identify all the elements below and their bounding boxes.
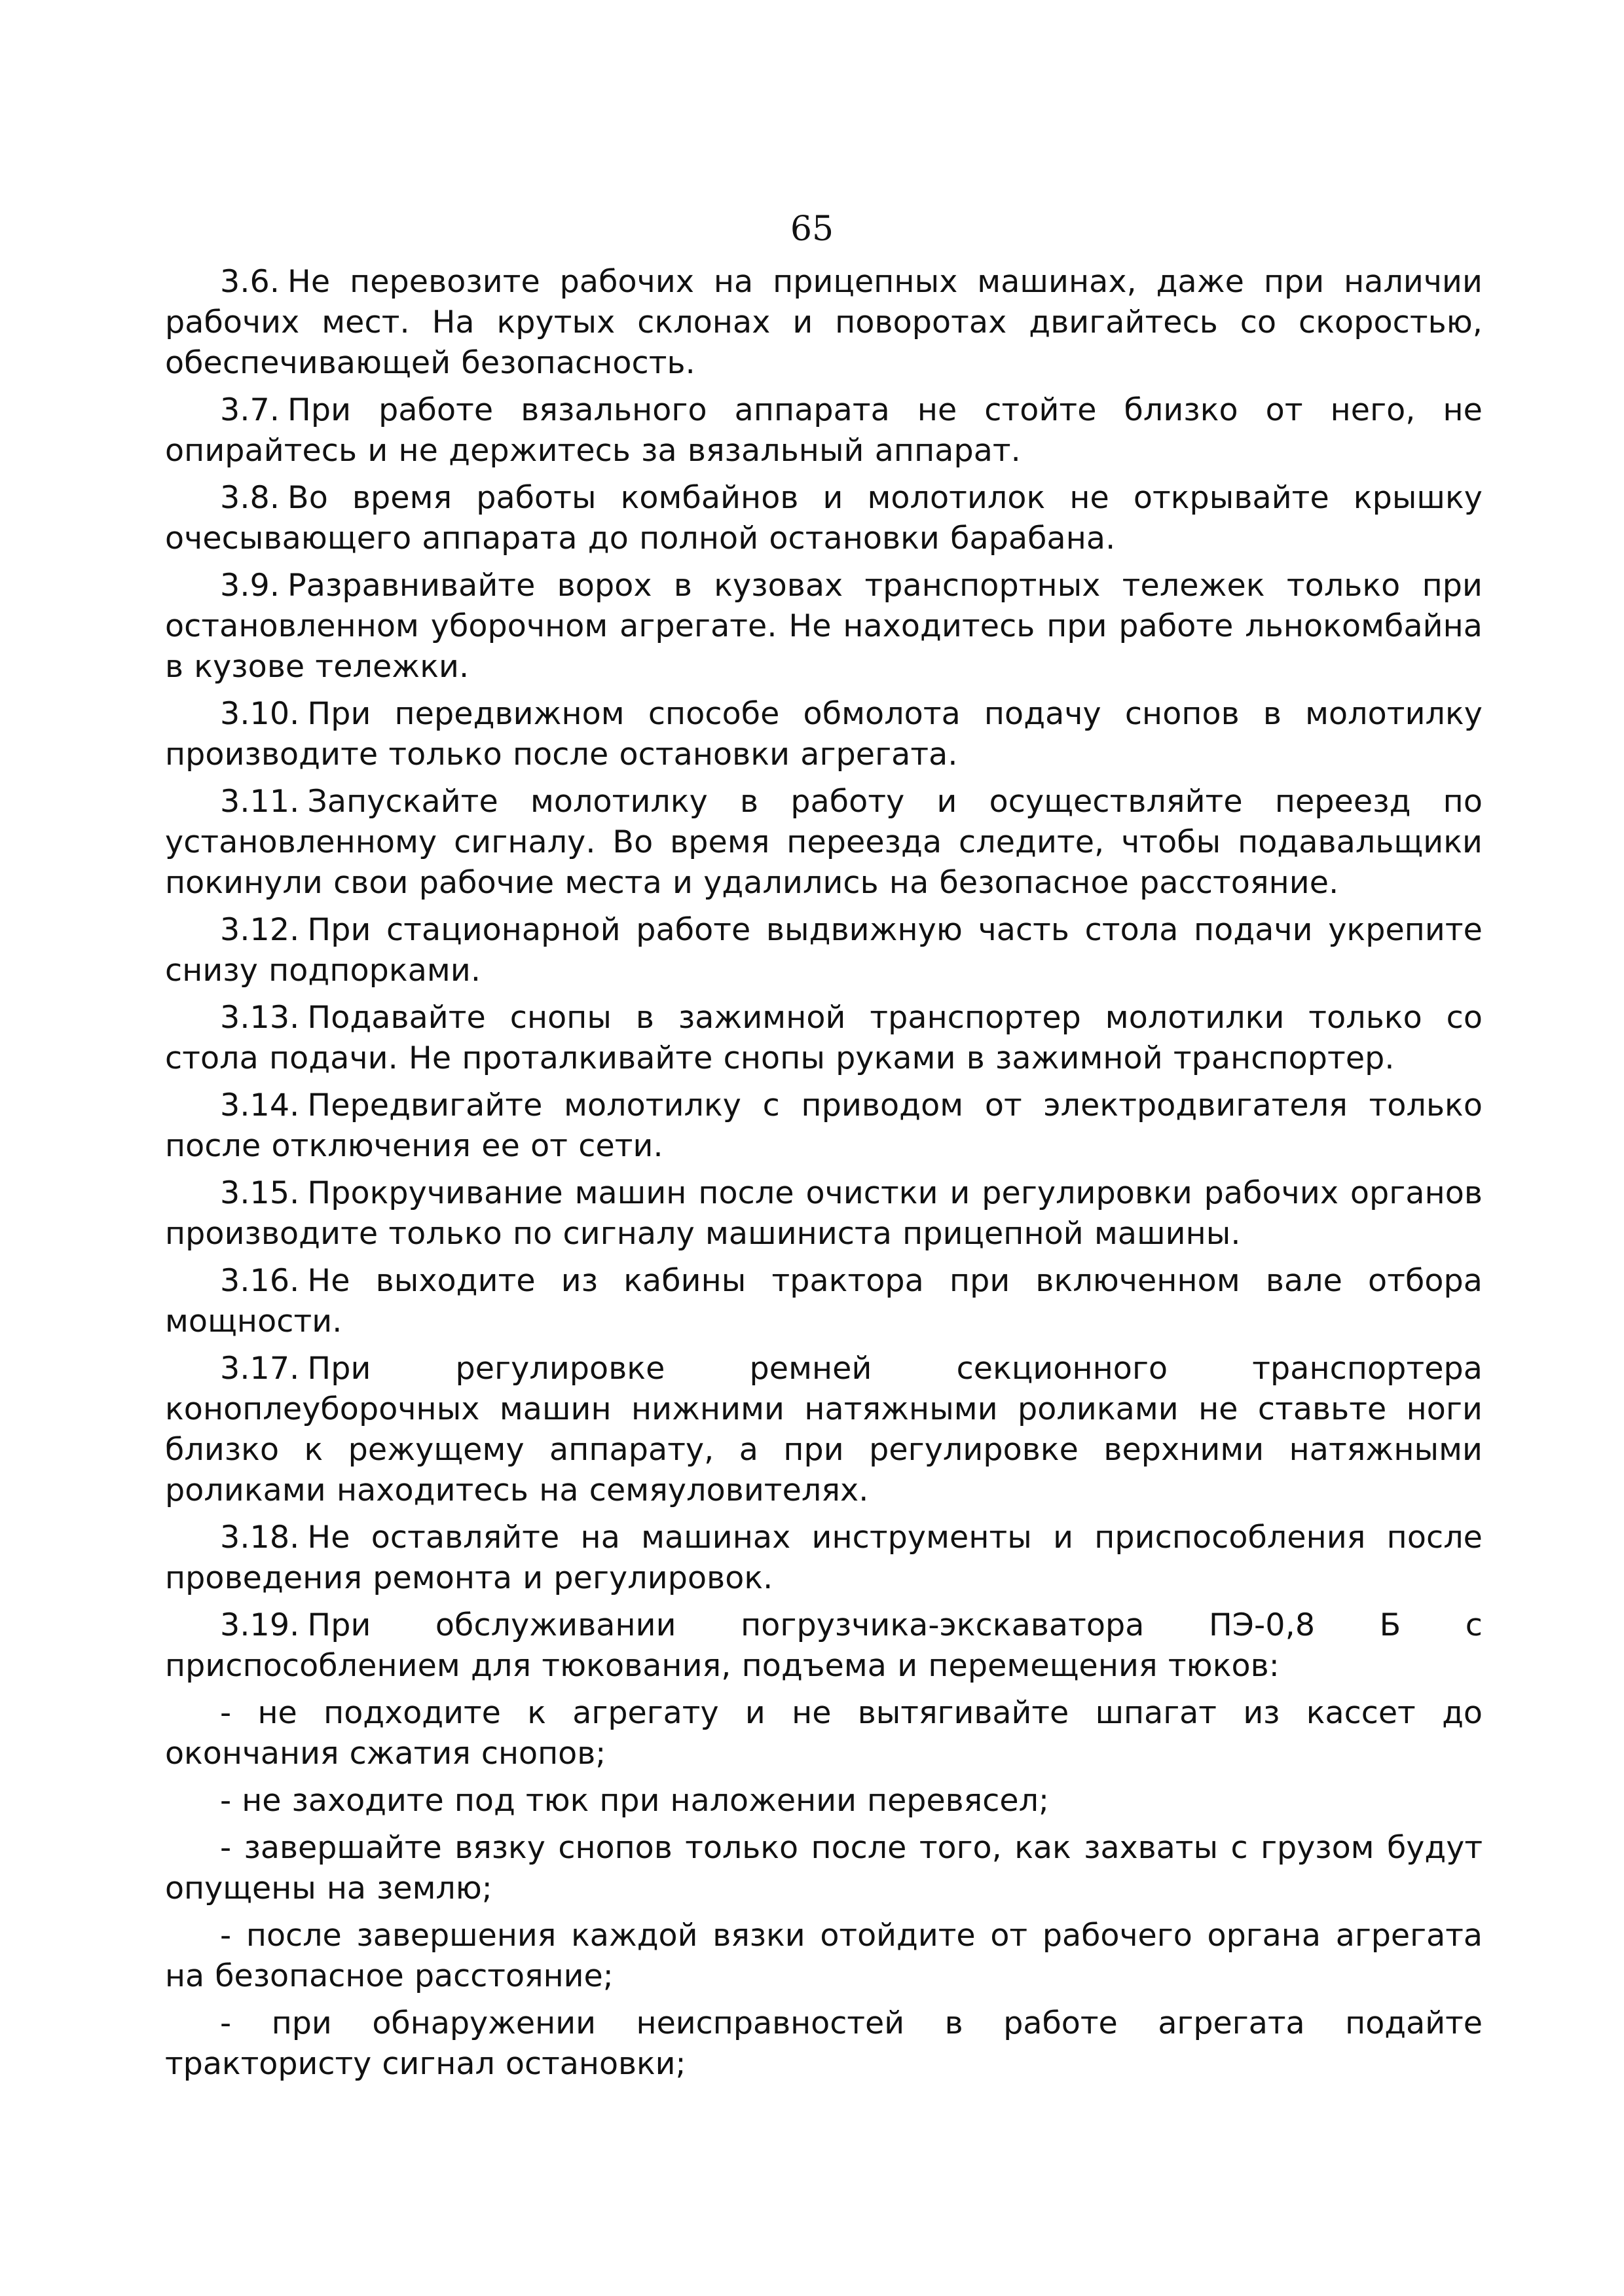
rule-text: Запускайте молотилку в работу и осуществляйте переезд по установленному сигналу. Во время переезда следите, чтобы подавальщики покинули свои рабочие места и удалились на безопасное расстояние. <box>165 784 1483 901</box>
sub-rules-list <box>165 1693 1483 2085</box>
rule-number: 3.18. <box>220 1520 300 1556</box>
rule-number: 3.9. <box>220 568 280 604</box>
page-number: 65 <box>790 210 834 249</box>
rule-paragraph <box>165 478 1483 559</box>
safety-rules-list <box>165 262 1483 1686</box>
rule-number: 3.7. <box>220 392 280 428</box>
sub-rule-item: - не подходите к агрегату и не вытягивайте шпагат из кассет до окончания сжатия снопов; <box>165 1695 1483 1772</box>
rule-number: 3.17. <box>220 1351 300 1387</box>
rule-paragraph <box>165 910 1483 991</box>
rule-paragraph <box>165 390 1483 471</box>
rule-text: Прокручивание машин после очистки и регулировки рабочих органов производите только по сигналу машиниста прицепной машины. <box>165 1175 1483 1252</box>
rule-number: 3.6. <box>220 264 280 300</box>
rule-text: Во время работы комбайнов и молотилок не открывайте крышку очесывающего аппарата до полной остановки барабана. <box>165 480 1483 556</box>
rule-paragraph <box>165 566 1483 687</box>
rule-paragraph <box>165 1349 1483 1511</box>
sub-rule-item: - завершайте вязку снопов только после того, как захваты с грузом будут опущены на землю; <box>165 1830 1483 1906</box>
sub-rule-item: - не заходите под тюк при наложении перевясел; <box>220 1783 1049 1819</box>
rule-paragraph <box>165 1085 1483 1167</box>
rule-text: При регулировке ремней секционного транспортера коноплеуборочных машин нижними натяжными роликами не ставьте ноги близко к режущему аппарату, а при регулировке верхними натяжными роликами находитесь на семяуловителях. <box>165 1351 1483 1508</box>
sub-rule-item: - после завершения каждой вязки отойдите от рабочего органа агрегата на безопасное расстояние; <box>165 1918 1483 1994</box>
rule-text: Не выходите из кабины трактора при включенном вале отбора мощности. <box>165 1263 1483 1339</box>
rule-text: При передвижном способе обмолота подачу снопов в молотилку производите только после остановки агрегата. <box>165 696 1483 773</box>
rule-number: 3.12. <box>220 912 300 948</box>
rule-number: 3.11. <box>220 784 300 820</box>
rule-text: При работе вязального аппарата не стойте близко от него, не опирайтесь и не держитесь за вязальный аппарат. <box>165 392 1483 469</box>
rule-text: Разравнивайте ворох в кузовах транспортных тележек только при остановленном уборочном агрегате. Не находитесь при работе льнокомбайна в кузове тележки. <box>165 568 1483 685</box>
rule-text: Не перевозите рабочих на прицепных машинах, даже при наличии рабочих мест. На крутых склонах и поворотах двигайтесь со скоростью, обеспечивающей безопасность. <box>165 264 1483 381</box>
document-body <box>165 262 1483 2091</box>
rule-number: 3.10. <box>220 696 300 732</box>
rule-paragraph <box>165 998 1483 1079</box>
rule-text: Подавайте снопы в зажимной транспортер молотилки только со стола подачи. Не проталкивайте снопы руками в зажимной транспортер. <box>165 1000 1483 1076</box>
rule-paragraph <box>165 1173 1483 1254</box>
rule-paragraph <box>165 1605 1483 1686</box>
rule-paragraph <box>165 262 1483 384</box>
rule-paragraph <box>165 1518 1483 1599</box>
rule-text: При обслуживании погрузчика-экскаватора ПЭ-0,8 Б с приспособлением для тюкования, подъема и перемещения тюков: <box>165 1607 1483 1684</box>
rule-number: 3.19. <box>220 1607 300 1643</box>
rule-number: 3.16. <box>220 1263 300 1299</box>
rule-paragraph <box>165 782 1483 903</box>
rule-text: При стационарной работе выдвижную часть стола подачи укрепите снизу подпорками. <box>165 912 1483 989</box>
sub-rule-item: - при обнаружении неисправностей в работе агрегата подайте трактористу сигнал остановки; <box>165 2005 1483 2082</box>
rule-number: 3.13. <box>220 1000 300 1036</box>
rule-text: Передвигайте молотилку с приводом от электродвигателя только после отключения ее от сети. <box>165 1087 1483 1164</box>
rule-paragraph <box>165 1261 1483 1342</box>
rule-number: 3.15. <box>220 1175 300 1211</box>
rule-text: Не оставляйте на машинах инструменты и приспособления после проведения ремонта и регулировок. <box>165 1520 1483 1596</box>
rule-number: 3.14. <box>220 1087 300 1123</box>
rule-paragraph <box>165 694 1483 775</box>
rule-number: 3.8. <box>220 480 280 516</box>
